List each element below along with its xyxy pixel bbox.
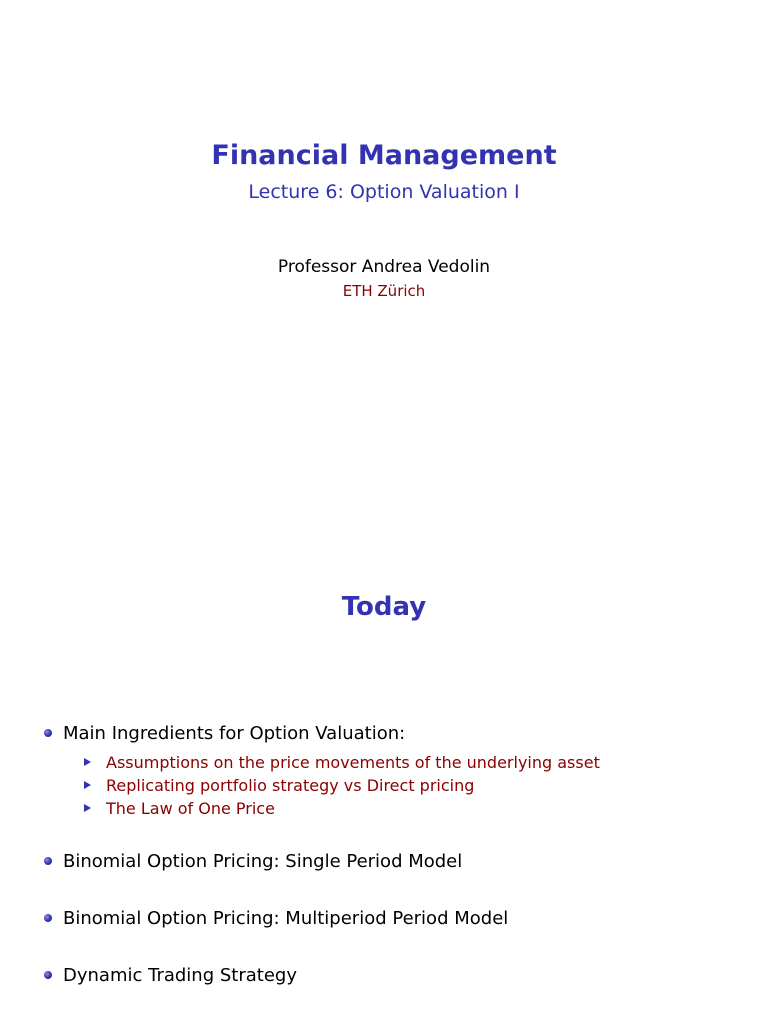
- bullet-text: Binomial Option Pricing: Multiperiod Period Model: [63, 907, 509, 929]
- bullet-text: Dynamic Trading Strategy: [63, 964, 297, 986]
- bullet-dot-icon: [44, 914, 52, 922]
- author-name: Professor Andrea Vedolin: [277, 257, 491, 277]
- sub-bullet-text: The Law of One Price: [106, 798, 275, 818]
- sub-bullet-item: [84, 774, 474, 796]
- lecture-subtitle: Lecture 6: Option Valuation I: [248, 181, 520, 203]
- today-slide: [0, 512, 768, 1024]
- institute-name: ETH Zürich: [342, 282, 426, 300]
- triangle-bullet-icon: [84, 758, 91, 766]
- triangle-bullet-icon: [84, 804, 91, 812]
- bullet-dot-icon: [44, 729, 52, 737]
- sub-bullet-item: [84, 797, 275, 819]
- bullet-item: [44, 963, 297, 987]
- sub-bullet-item: [84, 751, 600, 773]
- bullet-dot-icon: [44, 857, 52, 865]
- presentation-title: Financial Management: [211, 140, 557, 171]
- bullet-item: [44, 849, 462, 873]
- bullet-text: Binomial Option Pricing: Single Period Model: [63, 850, 463, 872]
- bullet-item: [44, 906, 508, 930]
- frame-title: Today: [341, 592, 427, 622]
- bullet-item: [44, 721, 405, 745]
- bullet-dot-icon: [44, 971, 52, 979]
- sub-bullet-text: Assumptions on the price movements of the underlying asset: [106, 752, 600, 772]
- triangle-bullet-icon: [84, 781, 91, 789]
- sub-bullet-text: Replicating portfolio strategy vs Direct pricing: [106, 775, 475, 795]
- bullet-text: Main Ingredients for Option Valuation:: [63, 722, 406, 744]
